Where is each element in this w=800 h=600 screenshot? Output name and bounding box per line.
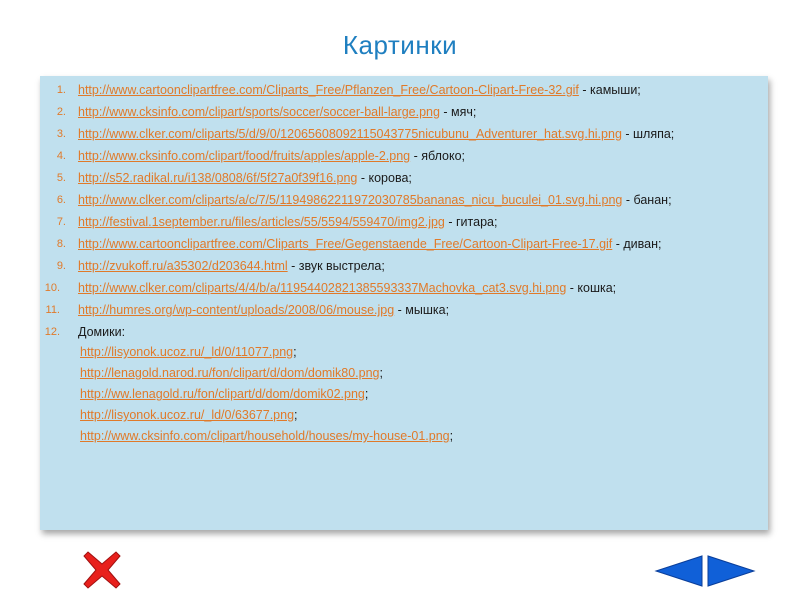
separator: ; bbox=[379, 366, 383, 380]
house-link-item bbox=[80, 344, 755, 360]
houses-label: Домики: bbox=[78, 325, 126, 339]
list-item bbox=[56, 104, 755, 120]
item-link[interactable]: http://www.cartoonclipartfree.com/Cliparts_Free/Gegenstaende_Free/Cartoon-Clipart-Free-17.gif bbox=[78, 237, 613, 251]
item-number: 12. bbox=[44, 326, 60, 338]
item-link[interactable]: http://www.cksinfo.com/clipart/food/fruits/apples/apple-2.png bbox=[78, 149, 411, 163]
item-link[interactable]: http://www.clker.com/cliparts/5/d/9/0/12065608092115043775nicubunu_Adventurer_hat.svg.hi.png bbox=[78, 127, 622, 141]
house-link[interactable]: http://lisyonok.ucoz.ru/_ld/0/63677.png bbox=[80, 408, 295, 422]
item-link[interactable]: http://www.clker.com/cliparts/a/c/7/5/11949862211972030785bananas_nicu_buculei_01.svg.hi.png bbox=[78, 193, 623, 207]
house-link-item bbox=[80, 365, 755, 381]
item-description: - яблоко; bbox=[410, 149, 466, 163]
list-item bbox=[56, 82, 755, 98]
separator: ; bbox=[294, 408, 298, 422]
separator: ; bbox=[293, 345, 297, 359]
item-number: 5. bbox=[56, 172, 66, 184]
item-link[interactable]: http://festival.1september.ru/files/articles/55/5594/559470/img2.jpg bbox=[78, 215, 445, 229]
list-item bbox=[44, 280, 755, 296]
list-item bbox=[56, 192, 755, 208]
close-icon[interactable] bbox=[82, 550, 122, 590]
page-title: Картинки bbox=[342, 30, 458, 60]
house-link[interactable]: http://lenagold.narod.ru/fon/clipart/d/dom/domik80.png bbox=[80, 366, 380, 380]
item-link[interactable]: http://www.clker.com/cliparts/4/4/b/a/11954402821385593337Machovka_cat3.svg.hi.png bbox=[78, 281, 567, 295]
picture-list bbox=[40, 82, 755, 450]
item-description: - кошка; bbox=[566, 281, 617, 295]
item-description: - звук выстрела; bbox=[287, 259, 385, 273]
list-item-houses bbox=[44, 324, 755, 444]
item-number: 7. bbox=[56, 216, 66, 228]
item-number: 11. bbox=[45, 304, 60, 316]
item-description: - мышка; bbox=[394, 303, 450, 317]
separator: ; bbox=[449, 429, 454, 443]
item-number: 6. bbox=[56, 194, 66, 206]
list-item bbox=[56, 258, 755, 274]
item-description: - банан; bbox=[622, 193, 672, 207]
list-item bbox=[56, 126, 755, 142]
list-item bbox=[56, 170, 755, 186]
house-link-item bbox=[80, 386, 755, 402]
item-number: 2. bbox=[56, 106, 66, 118]
item-number: 4. bbox=[56, 150, 66, 162]
item-link[interactable]: http://humres.org/wp-content/uploads/2008/06/mouse.jpg bbox=[78, 303, 395, 317]
item-description: - мяч; bbox=[439, 105, 477, 119]
house-link-item bbox=[80, 428, 755, 444]
item-number: 10. bbox=[44, 282, 60, 294]
list-item bbox=[56, 236, 755, 252]
list-item bbox=[45, 302, 755, 318]
item-number: 1. bbox=[56, 84, 66, 96]
house-link-item bbox=[80, 407, 755, 423]
item-number: 9. bbox=[56, 260, 66, 272]
item-number: 3. bbox=[56, 128, 66, 140]
item-link[interactable]: http://zvukoff.ru/a35302/d203644.html bbox=[78, 259, 288, 273]
item-description: - гитара; bbox=[444, 215, 498, 229]
item-number: 8. bbox=[56, 238, 66, 250]
list-item bbox=[56, 148, 755, 164]
content-panel bbox=[40, 76, 768, 530]
item-description: - шляпа; bbox=[621, 127, 675, 141]
item-description: - корова; bbox=[357, 171, 412, 185]
item-link[interactable]: http://www.cksinfo.com/clipart/sports/soccer/soccer-ball-large.png bbox=[78, 105, 440, 119]
house-link[interactable]: http://lisyonok.ucoz.ru/_ld/0/11077.png bbox=[80, 345, 294, 359]
item-description: - камыши; bbox=[578, 83, 641, 97]
houses-links bbox=[78, 344, 755, 444]
house-link[interactable]: http://ww.lenagold.ru/fon/clipart/d/dom/domik02.png bbox=[80, 387, 365, 401]
item-description: - диван; bbox=[612, 237, 662, 251]
arrow-right-icon[interactable] bbox=[706, 554, 756, 588]
arrow-left-icon[interactable] bbox=[654, 554, 704, 588]
item-link[interactable]: http://www.cartoonclipartfree.com/Cliparts_Free/Pflanzen_Free/Cartoon-Clipart-Free-32.gif bbox=[78, 83, 579, 97]
separator: ; bbox=[364, 387, 369, 401]
house-link[interactable]: http://www.cksinfo.com/clipart/household/houses/my-house-01.png bbox=[80, 429, 450, 443]
list-item bbox=[56, 214, 755, 230]
item-link[interactable]: http://s52.radikal.ru/i138/0808/6f/5f27a0f39f16.png bbox=[78, 171, 358, 185]
